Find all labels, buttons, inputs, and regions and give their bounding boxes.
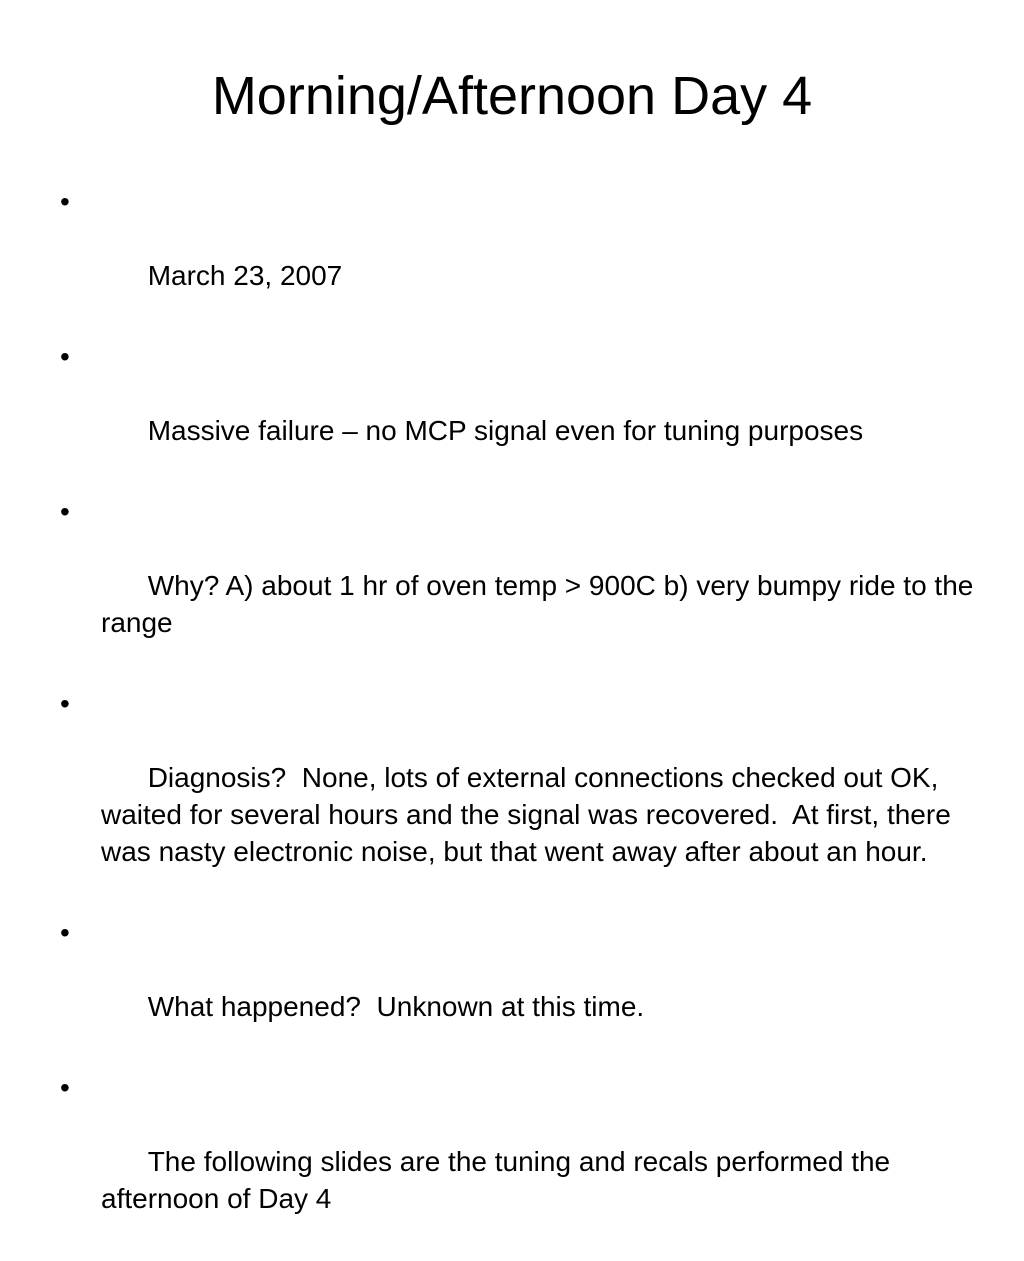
bullet-icon: • [60, 688, 70, 719]
list-item [56, 685, 976, 907]
bullet-text: What happened? Unknown at this time. [147, 991, 645, 1022]
bullet-text: The following slides are the tuning and recals performed the afternoon of Day 4 [101, 1146, 898, 1214]
slide-title: Morning/Afternoon Day 4 [211, 66, 813, 126]
bullet-icon: • [60, 186, 70, 217]
bullet-text: Diagnosis? None, lots of external connections checked out OK, waited for several hours and the signal was recovered. At first, there was nasty electronic noise, but that went away after about an hour. [101, 762, 959, 867]
bullet-icon: • [60, 496, 70, 527]
bullet-icon: • [60, 341, 70, 372]
bullet-text: March 23, 2007 [147, 260, 343, 291]
list-item [56, 914, 976, 1062]
list-item [56, 1069, 976, 1254]
bullet-text: Why? A) about 1 hr of oven temp > 900C b) very bumpy ride to the range [101, 570, 982, 638]
bullet-text: Massive failure – no MCP signal even for tuning purposes [147, 415, 864, 446]
list-item [56, 338, 976, 486]
bullet-icon: • [60, 1072, 70, 1103]
bullet-list [56, 183, 982, 1261]
list-item [56, 183, 976, 331]
list-item [56, 493, 982, 678]
bullet-icon: • [60, 917, 70, 948]
